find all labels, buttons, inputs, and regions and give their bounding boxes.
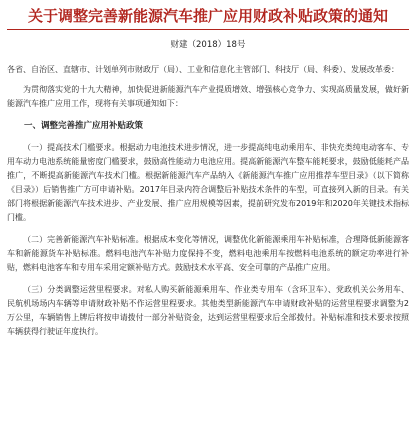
intro-paragraph: 为贯彻落实党的十九大精神，加快促进新能源汽车产业提质增效、增强核心竞争力、实现高质量发展，做好新能源汽车推广应用工作，现将有关事项通知如下： [7,85,409,108]
section-heading-1: 一、调整完善推广应用补贴政策 [24,121,144,131]
paragraph-mileage-requirement: （三）分类调整运营里程要求。对私人购买新能源乘用车、作业类专用车（含环卫车）、党政机关公务用车、民航机场场内车辆等申请财政补贴不作运营里程要求。其他类型新能源汽车申请财政补贴的运营里程要求调整为2万公里，车辆销售上牌后将按申请拨付一部分补贴资金，达到运营里程要求后全部拨付。补贴标准和技术要求按照车辆获得行驶证年度执行。 [7,285,409,336]
document-number: 财建（2018）18号 [170,40,246,50]
recipients-line: 各省、自治区、直辖市、计划单列市财政厅（局）、工业和信息化主管部门、科技厅（局、科委）、发展改革委： [7,65,399,74]
title-divider [7,29,409,30]
document-title: 关于调整完善新能源汽车推广应用财政补贴政策的通知 [27,7,388,25]
paragraph-subsidy-standard: （二）完善新能源汽车补贴标准。根据成本变化等情况，调整优化新能源乘用车补贴标准，合理降低新能源客车和新能源货车补贴标准。燃料电池汽车补贴力度保持不变，燃料电池乘用车按燃料电池系统的额定功率进行补贴，燃料电池客车和专用车采用定额补贴方式。鼓励技术水平高、安全可靠的产品推广应用。 [7,235,409,272]
paragraph-technical-threshold: （一）提高技术门槛要求。根据动力电池技术进步情况，进一步提高纯电动乘用车、非快充类纯电动客车、专用车动力电池系统能量密度门槛要求，鼓励高性能动力电池应用。提高新能源汽车整车能耗要求，鼓励低能耗产品推广，不断提高新能源汽车技术门槛。根据新能源汽车产品纳入《新能源汽车推广应用推荐车型目录》（以下简称《目录》）后销售推广方可申请补贴。2017年目录内符合调整后补贴技术条件的车型，可直接列入新的目录。有关部门将根据新能源汽车技术进步、产业发展、推广应用规模等因素，提前研究发布2019年和2020年关键技术指标门槛。 [7,143,409,222]
